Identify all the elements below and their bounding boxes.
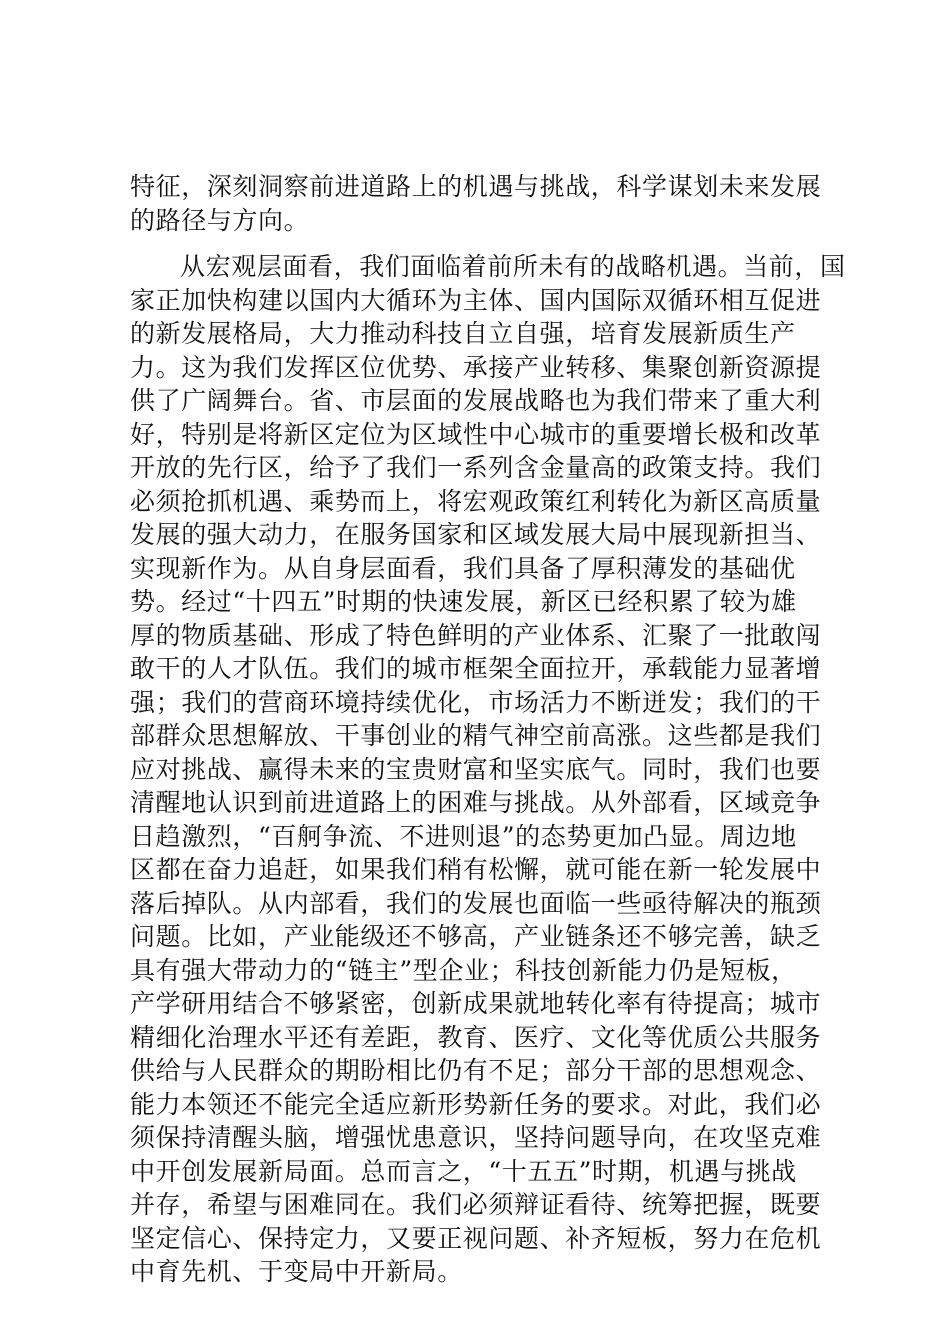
text-line: 精细化治理水平还有差距，教育、医疗、文化等优质公共服务 <box>130 1022 822 1052</box>
text-line: 日趋激烈，“百舸争流、不进则退”的态势更加凸显。周边地 <box>130 821 797 851</box>
text-line: 必须抢抓机遇、乘势而上，将宏观政策红利转化为新区高质量 <box>130 486 822 516</box>
text-line: 能力本领还不能完全适应新形势新任务的要求。对此，我们必 <box>130 1089 822 1119</box>
text-line: 区都在奋力追赶，如果我们稍有松懈，就可能在新一轮发展中 <box>130 855 822 884</box>
text-line: 产学研用结合不够紧密，创新成果就地转化率有待提高；城市 <box>130 989 822 1018</box>
text-line: 好，特别是将新区定位为区域性中心城市的重要增长极和改革 <box>130 419 822 449</box>
text-line: 势。经过“十四五”时期的快速发展，新区已经积累了较为雄 <box>130 587 797 616</box>
text-line: 供了广阔舞台。省、市层面的发展战略也为我们带来了重大利 <box>130 386 822 415</box>
text-line: 部群众思想解放、干事创业的精气神空前高涨。这些都是我们 <box>130 721 822 750</box>
text-line: 中开创发展新局面。总而言之，“十五五”时期，机遇与挑战 <box>130 1156 797 1186</box>
text-line: 中育先机、于变局中开新局。 <box>130 1257 463 1286</box>
text-line: 特征，深刻洞察前进道路上的机遇与挑战，科学谋划未来发展 <box>130 172 822 201</box>
text-line: 厚的物质基础、形成了特色鲜明的产业体系、汇聚了一批敢闯 <box>130 620 822 650</box>
text-line: 问题。比如，产业能级还不够高，产业链条还不够完善，缺乏 <box>130 922 822 951</box>
text-line: 力。这为我们发挥区位优势、承接产业转移、集聚创新资源提 <box>130 352 822 382</box>
text-line: 开放的先行区，给予了我们一系列含金量高的政策支持。我们 <box>130 453 822 482</box>
text-line: 坚定信心、保持定力，又要正视问题、补齐短板，努力在危机 <box>130 1223 822 1253</box>
text-line: 清醒地认识到前进道路上的困难与挑战。从外部看，区域竞争 <box>130 788 822 817</box>
text-line: 家正加快构建以国内大循环为主体、国内国际双循环相互促进 <box>130 285 822 315</box>
paragraph-opportunities-challenges <box>130 250 846 1289</box>
text-line: 从宏观层面看，我们面临着前所未有的战略机遇。当前，国 <box>180 252 846 281</box>
text-line: 供给与人民群众的期盼相比仍有不足；部分干部的思想观念、 <box>130 1056 822 1085</box>
text-line: 落后掉队。从内部看，我们的发展也面临一些亟待解决的瓶颈 <box>130 888 822 918</box>
paragraph-continuation <box>130 170 830 237</box>
text-line: 须保持清醒头脑，增强忧患意识，坚持问题导向，在攻坚克难 <box>130 1123 822 1152</box>
text-line: 的路径与方向。 <box>130 205 310 235</box>
text-line: 应对挑战、赢得未来的宝贵财富和坚实底气。同时，我们也要 <box>130 754 822 784</box>
text-line: 敢干的人才队伍。我们的城市框架全面拉开，承载能力显著增 <box>130 654 822 683</box>
text-line: 强；我们的营商环境持续优化，市场活力不断迸发；我们的干 <box>130 687 822 717</box>
text-line: 的新发展格局，大力推动科技自立自强，培育发展新质生产 <box>130 319 796 348</box>
text-line: 发展的强大动力，在服务国家和区域发展大局中展现新担当、 <box>130 520 822 549</box>
text-line: 具有强大带动力的“链主”型企业；科技创新能力仍是短板， <box>130 955 797 985</box>
text-line: 并存，希望与困难同在。我们必须辩证看待、统筹把握，既要 <box>130 1190 822 1219</box>
text-line: 实现新作为。从自身层面看，我们具备了厚积薄发的基础优 <box>130 553 796 583</box>
